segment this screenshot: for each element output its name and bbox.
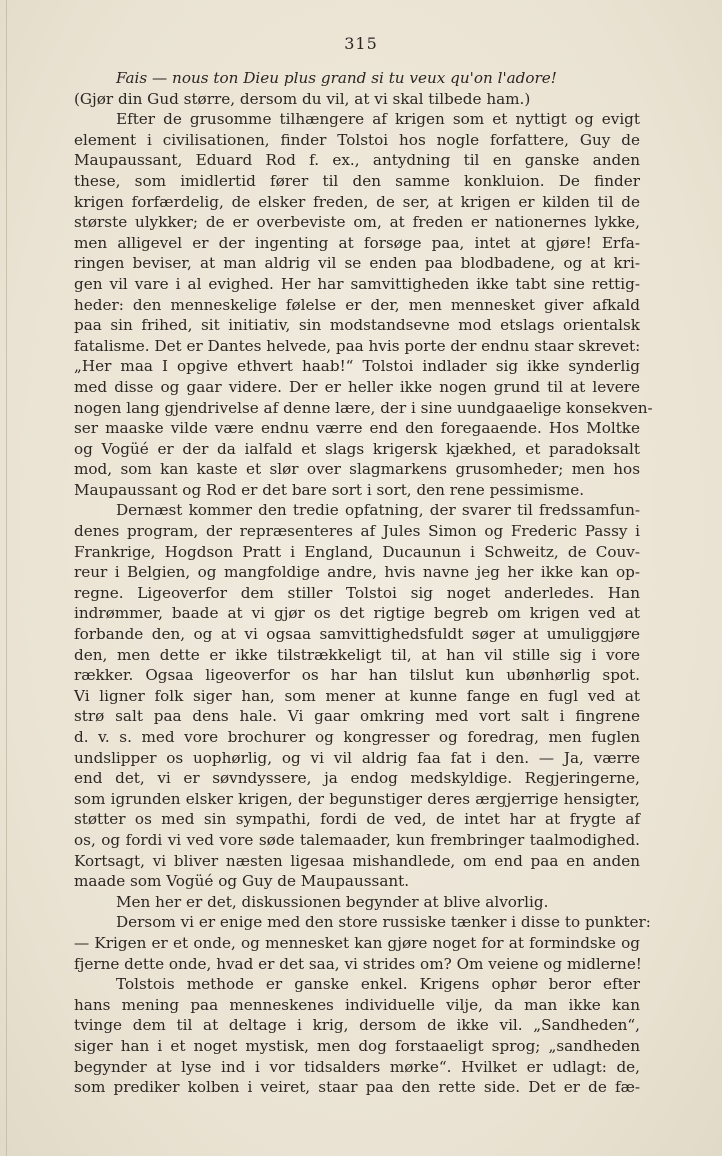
text-line: tvinge dem til at deltage i krig, dersom de ikke vil. „Sandheden“, — [74, 1016, 640, 1035]
text-line: ringen beviser, at man aldrig vil se enden paa blodbadene, og at kri- — [74, 254, 640, 273]
text-line: paa sin frihed, sit initiativ, sin modstandsevne mod etslags orientalsk — [74, 316, 640, 335]
text-line: ser maaske vilde være endnu værre end den foregaaende. Hos Moltke — [74, 419, 640, 438]
text-line: begynder at lyse ind i vor tidsalders mørke“. Hvilket er udlagt: de, — [74, 1057, 640, 1076]
french-quote-line: Fais — nous ton Dieu plus grand si tu veux qu'on l'adore! — [116, 69, 557, 87]
text-line: rækker. Ogsaa ligeoverfor os har han tilslut kun ubønhørlig spot. — [74, 666, 640, 685]
text-line: indrømmer, baade at vi gjør os det rigtige begreb om krigen ved at — [74, 604, 640, 623]
text-line: som igrunden elsker krigen, der begunstiger deres ærgjerrige hensigter, — [74, 789, 640, 808]
text-line: forbande den, og at vi ogsaa samvittighedsfuldt søger at umuliggjøre — [74, 625, 640, 644]
paragraph-start-line: Tolstois methode er ganske enkel. Krigens ophør beror efter — [116, 975, 640, 994]
text-line: these, som imidlertid fører til den samme konkluion. De finder — [74, 171, 640, 190]
text-line: (Gjør din Gud større, dersom du vil, at vi skal tilbede ham.) — [74, 89, 531, 108]
text-line: krigen forfærdelig, de elsker freden, de ser, at krigen er kilden til de — [74, 192, 640, 211]
text-line: regne. Ligeoverfor dem stiller Tolstoi sig noget anderledes. Han — [74, 583, 640, 602]
text-line: nogen lang gjendrivelse af denne lære, der i sine uundgaaelige konsekven- — [74, 398, 653, 417]
text-line: Vi ligner folk siger han, som mener at kunne fange en fugl ved at — [74, 686, 640, 705]
text-line: strø salt paa dens hale. Vi gaar omkring med vort salt i fingrene — [74, 707, 640, 726]
text-line: den, men dette er ikke tilstrækkeligt til, at han vil stille sig i vore — [74, 645, 640, 664]
text-line: Maupaussant, Eduard Rod f. ex., antydning til en ganske anden — [74, 151, 640, 170]
text-line: heder: den menneskelige følelse er der, men mennesket giver afkald — [74, 295, 640, 314]
text-line: mod, som kan kaste et slør over slagmarkens grusomheder; men hos — [74, 460, 640, 479]
paragraph-start-line: Dersom vi er enige med den store russiske tænker i disse to punkter: — [116, 913, 651, 932]
text-line: denes program, der repræsenteres af Jules Simon og Frederic Passy i — [74, 522, 640, 541]
text-line: gen vil vare i al evighed. Her har samvittigheden ikke tabt sine rettig- — [74, 274, 640, 293]
text-line: Kortsagt, vi bliver næsten ligesaa mishandlede, om end paa en anden — [74, 851, 640, 870]
text-line: hans mening paa menneskenes individuelle vilje, da man ikke kan — [74, 995, 640, 1014]
text-line: og Vogüé er der da ialfald et slags krigersk kjækhed, et paradoksalt — [74, 439, 640, 458]
page-edge-line — [6, 0, 7, 1156]
text-line: Frankrige, Hogdson Pratt i England, Ducaunun i Schweitz, de Couv- — [74, 542, 640, 561]
paragraph-start-line: Men her er det, diskussionen begynder at blive alvorlig. — [116, 892, 549, 911]
page-number: 315 — [344, 34, 378, 53]
text-line: fatalisme. Det er Dantes helvede, paa hvis porte der endnu staar skrevet: — [74, 336, 641, 355]
paragraph-start-line: Dernæst kommer den tredie opfatning, der svarer til fredssamfun- — [116, 501, 640, 520]
body-text — [74, 68, 653, 1098]
text-line: som prediker kolben i veiret, staar paa den rette side. Det er de fæ- — [74, 1078, 640, 1097]
text-line: element i civilisationen, finder Tolstoi hos nogle forfattere, Guy de — [74, 130, 640, 149]
text-line: støtter os med sin sympathi, fordi de ved, de intet har at frygte af — [74, 810, 640, 829]
text-line: end det, vi er søvndyssere, ja endog medskyldige. Regjeringerne, — [74, 769, 640, 788]
text-line: men alligevel er der ingenting at forsøge paa, intet at gjøre! Erfa- — [74, 233, 640, 252]
text-line: os, og fordi vi ved vore søde talemaader, kun frembringer taalmodighed. — [74, 830, 640, 849]
paragraph-start-line: Efter de grusomme tilhængere af krigen som et nyttigt og evigt — [116, 110, 640, 129]
text-line: — Krigen er et onde, og mennesket kan gjøre noget for at formindske og — [74, 933, 640, 952]
text-line: største ulykker; de er overbeviste om, at freden er nationernes lykke, — [74, 213, 640, 232]
text-line: reur i Belgien, og mangfoldige andre, hvis navne jeg her ikke kan op- — [74, 563, 640, 582]
text-line: d. v. s. med vore brochurer og kongresser og foredrag, men fuglen — [74, 728, 640, 746]
text-line: „Her maa I opgive ethvert haab!“ Tolstoi indlader sig ikke synderlig — [74, 357, 640, 376]
text-line: fjerne dette onde, hvad er det saa, vi strides om? Om veiene og midlerne! — [74, 954, 642, 973]
text-line: Maupaussant og Rod er det bare sort i sort, den rene pessimisme. — [74, 480, 585, 499]
text-line: siger han i et noget mystisk, men dog forstaaeligt sprog; „sandheden — [74, 1036, 640, 1055]
text-line: med disse og gaar videre. Der er heller ikke nogen grund til at levere — [74, 377, 640, 396]
text-line: undslipper os uophørlig, og vi vil aldrig faa fat i den. — Ja, værre — [74, 748, 640, 767]
text-line: maade som Vogüé og Guy de Maupaussant. — [74, 872, 410, 891]
